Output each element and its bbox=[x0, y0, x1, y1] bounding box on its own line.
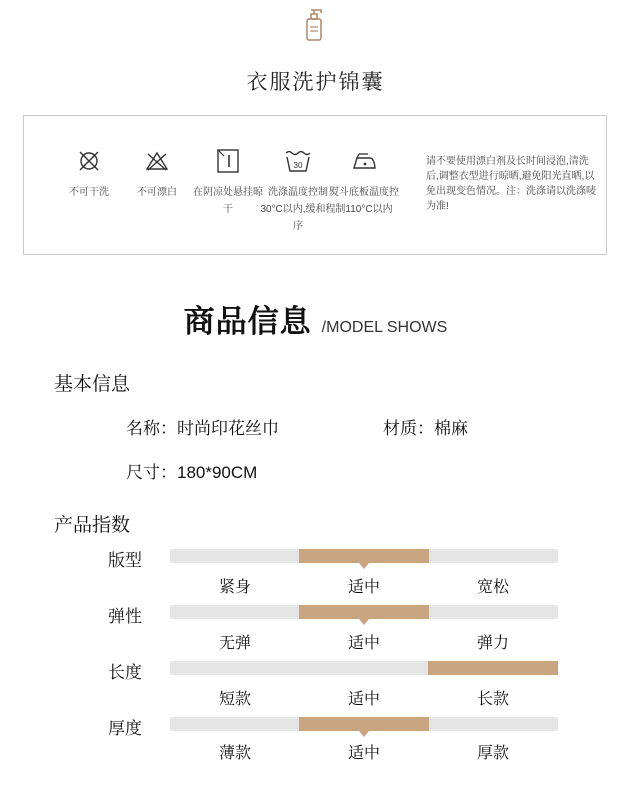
lotion-bottle-icon bbox=[302, 8, 328, 42]
index-option: 薄款 bbox=[218, 745, 251, 762]
care-item-iron-low bbox=[326, 148, 402, 218]
section-title-en: /MODEL SHOWS bbox=[321, 319, 448, 336]
care-note: 请不要使用漂白剂及长时间浸泡,清洗后,调整衣型进行晾晒,避免阳光直晒,以免出现变色情况。注：洗涤请以洗涤唛为准! bbox=[426, 156, 596, 212]
no-bleach-icon bbox=[144, 148, 170, 174]
index-option: 弹力 bbox=[476, 635, 509, 652]
care-label: 熨斗底板温度控制110°C以内 bbox=[329, 187, 399, 215]
index-pointer-icon bbox=[359, 731, 369, 737]
index-pointer-icon bbox=[359, 563, 369, 569]
wash-30-icon bbox=[284, 148, 312, 174]
care-label: 在阴凉处悬挂晾干 bbox=[193, 187, 263, 215]
product-material: 材质：棉麻 bbox=[383, 419, 468, 438]
index-pointer-icon bbox=[359, 619, 369, 625]
index-label-elasticity: 弹性 bbox=[108, 607, 142, 626]
index-fill bbox=[428, 661, 558, 675]
index-option: 宽松 bbox=[476, 579, 509, 596]
index-fill bbox=[299, 605, 429, 619]
index-label-fit: 版型 bbox=[108, 551, 142, 570]
index-track-thickness bbox=[170, 717, 558, 731]
product-size: 尺寸：180*90CM bbox=[126, 463, 258, 482]
basic-info-heading: 基本信息 bbox=[54, 374, 131, 395]
index-option: 适中 bbox=[347, 635, 380, 652]
index-label-thickness: 厚度 bbox=[108, 719, 142, 738]
index-track-length bbox=[170, 661, 558, 675]
care-item-no-dry-clean bbox=[54, 148, 124, 201]
care-label: 不可干洗 bbox=[69, 187, 109, 198]
product-name: 名称：时尚印花丝巾 bbox=[126, 419, 279, 438]
care-guide-box bbox=[23, 115, 607, 255]
care-label: 不可漂白 bbox=[137, 187, 177, 198]
index-track-fit bbox=[170, 549, 558, 563]
index-fill bbox=[299, 717, 429, 731]
index-fill bbox=[299, 549, 429, 563]
index-option: 短款 bbox=[218, 691, 251, 708]
index-option: 适中 bbox=[347, 579, 380, 596]
care-item-wash-30 bbox=[260, 148, 336, 235]
line-dry-shade-icon bbox=[215, 148, 241, 174]
care-item-line-dry-shade bbox=[190, 148, 266, 218]
care-item-no-bleach bbox=[122, 148, 192, 201]
index-option: 无弹 bbox=[218, 635, 251, 652]
section-title-cn: 商品信息 bbox=[183, 304, 312, 339]
care-label: 洗涤温度控制30°C以内,缓和程序 bbox=[260, 187, 336, 232]
index-label-length: 长度 bbox=[108, 663, 142, 682]
section-title bbox=[0, 296, 631, 341]
iron-low-icon bbox=[350, 148, 378, 174]
index-option: 适中 bbox=[347, 691, 380, 708]
care-title: 衣服洗护锦囊 bbox=[246, 71, 385, 94]
index-track-elasticity bbox=[170, 605, 558, 619]
index-option: 适中 bbox=[347, 745, 380, 762]
indices-heading: 产品指数 bbox=[54, 515, 131, 536]
index-option: 长款 bbox=[476, 691, 509, 708]
no-dry-clean-icon bbox=[76, 148, 102, 174]
wash-temp-text: 30 bbox=[293, 161, 303, 170]
index-option: 厚款 bbox=[476, 745, 509, 762]
index-option: 紧身 bbox=[218, 579, 251, 596]
